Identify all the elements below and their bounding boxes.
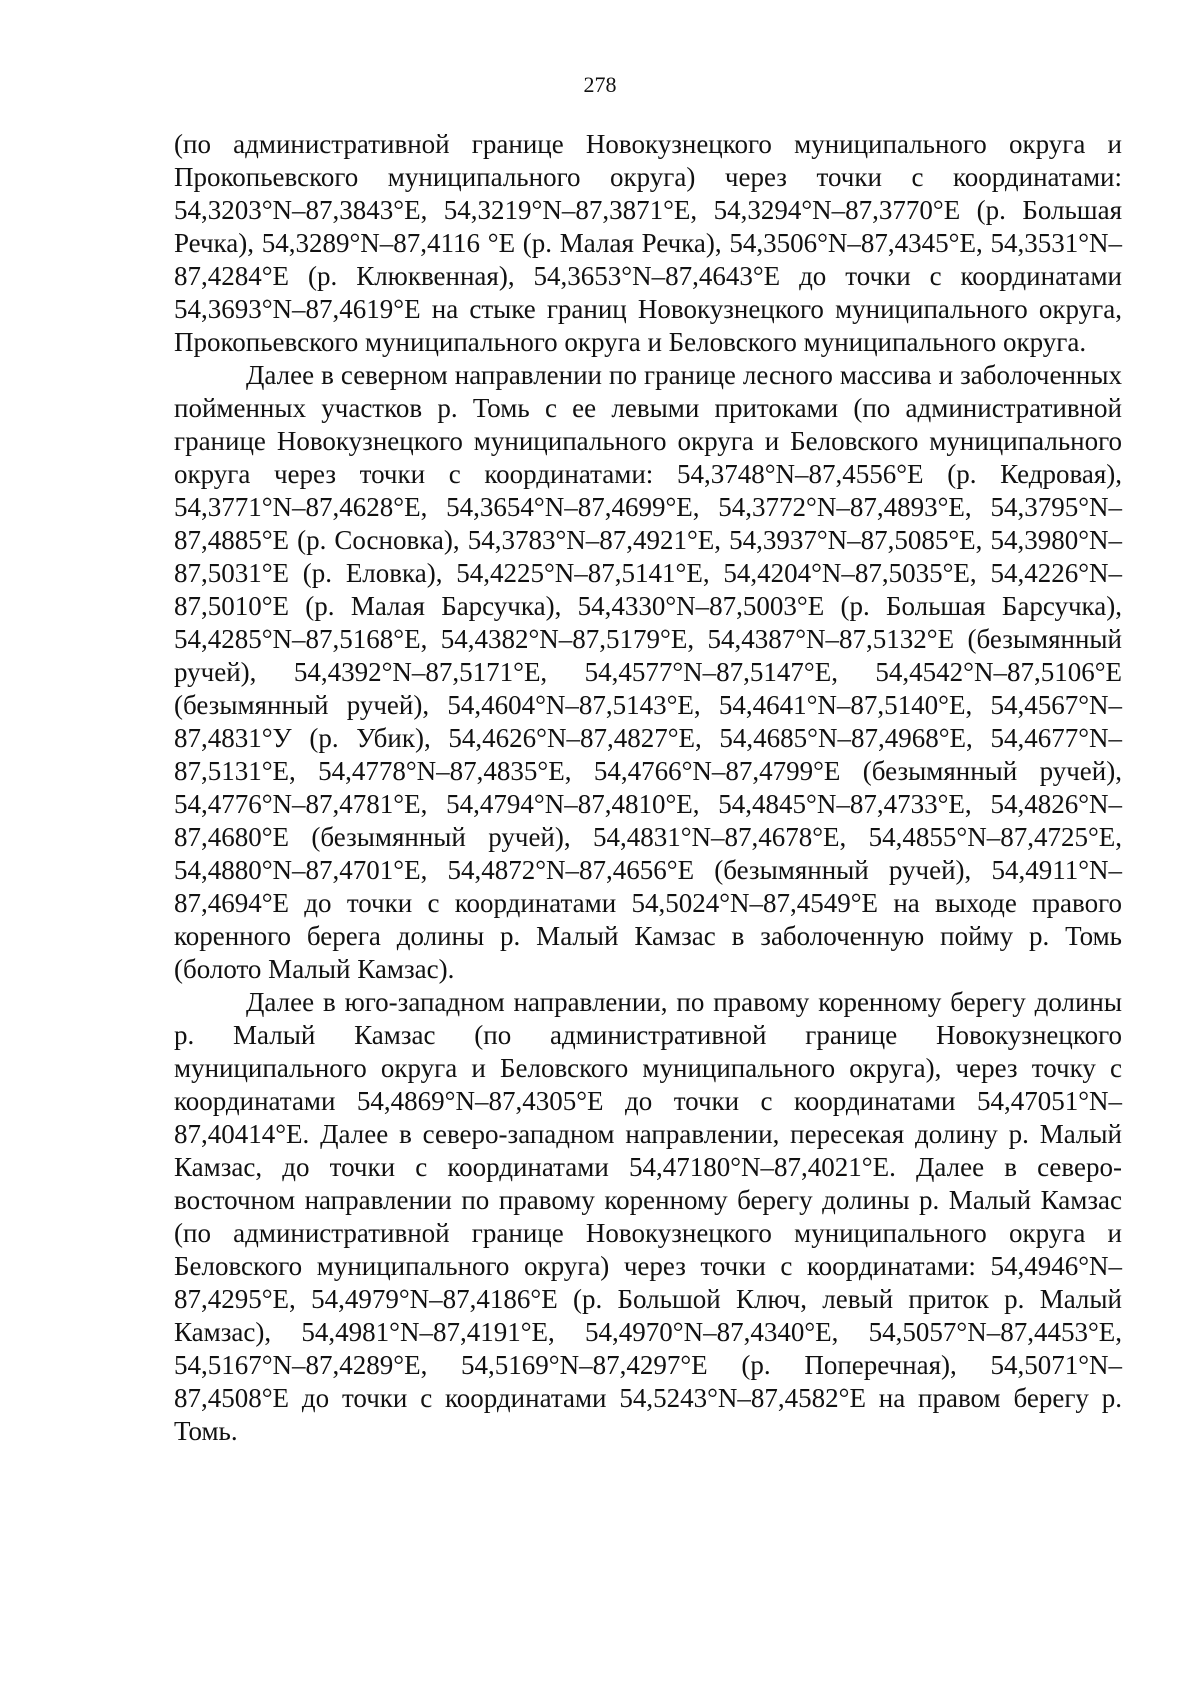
paragraph-1: (по административной границе Новокузнецкого муниципального округа и Прокопьевского муниципального округа) через точки с координатами: 54,3203°N–87,3843°E, 54,3219°N–87,3871°E, 54,3294°N–87,3770°E (р. Большая Речка), 54,3289°N–87,4116 °E (р. Малая Речка), 54,3506°N–87,4345°E, 54,3531°N–87,4284°E (р. Клюквенная), 54,3653°N–87,4643°E до точки с координатами 54,3693°N–87,4619°E на стыке границ Новокузнецкого муниципального округа, Прокопьевского муниципального округа и Беловского муниципального округа. <box>174 129 1122 357</box>
paragraph-3: Далее в юго-западном направлении, по правому коренному берегу долины р. Малый Камзас (по административной границе Новокузнецкого муниципального округа и Беловского муниципального округа), через точку с координатами 54,4869°N–87,4305°E до точки с координатами 54,47051°N–87,40414°E. Далее в северо-западном направлении, пересекая долину р. Малый Камзас, до точки с координатами 54,47180°N–87,4021°E. Далее в северо-восточном направлении по правому коренному берегу долины р. Малый Камзас (по административной границе Новокузнецкого муниципального округа и Беловского муниципального округа) через точки с координатами: 54,4946°N–87,4295°E, 54,4979°N–87,4186°E (р. Большой Ключ, левый приток р. Малый Камзас), 54,4981°N–87,4191°E, 54,4970°N–87,4340°E, 54,5057°N–87,4453°E, 54,5167°N–87,4289°E, 54,5169°N–87,4297°E (р. Поперечная), 54,5071°N–87,4508°E до точки с координатами 54,5243°N–87,4582°E на правом берегу р. Томь. <box>174 987 1122 1446</box>
document-body <box>174 128 1122 1448</box>
paragraph-2: Далее в северном направлении по границе лесного массива и заболоченных пойменных участков р. Томь с ее левыми притоками (по административной границе Новокузнецкого муниципального округа и Беловского муниципального округа через точки с координатами: 54,3748°N–87,4556°E (р. Кедровая), 54,3771°N–87,4628°E, 54,3654°N–87,4699°E, 54,3772°N–87,4893°E, 54,3795°N–87,4885°E (р. Сосновка), 54,3783°N–87,4921°E, 54,3937°N–87,5085°E, 54,3980°N–87,5031°E (р. Еловка), 54,4225°N–87,5141°E, 54,4204°N–87,5035°E, 54,4226°N–87,5010°E (р. Малая Барсучка), 54,4330°N–87,5003°E (р. Большая Барсучка), 54,4285°N–87,5168°E, 54,4382°N–87,5179°E, 54,4387°N–87,5132°E (безымянный ручей), 54,4392°N–87,5171°E, 54,4577°N–87,5147°E, 54,4542°N–87,5106°E (безымянный ручей), 54,4604°N–87,5143°E, 54,4641°N–87,5140°E, 54,4567°N–87,4831°У (р. Убик), 54,4626°N–87,4827°E, 54,4685°N–87,4968°E, 54,4677°N–87,5131°E, 54,4778°N–87,4835°E, 54,4766°N–87,4799°E (безымянный ручей), 54,4776°N–87,4781°E, 54,4794°N–87,4810°E, 54,4845°N–87,4733°E, 54,4826°N–87,4680°E (безымянный ручей), 54,4831°N–87,4678°E, 54,4855°N–87,4725°E, 54,4880°N–87,4701°E, 54,4872°N–87,4656°E (безымянный ручей), 54,4911°N–87,4694°E до точки с координатами 54,5024°N–87,4549°E на выходе правого коренного берега долины р. Малый Камзас в заболоченную пойму р. Томь (болото Малый Камзас). <box>174 360 1122 984</box>
page-number: 278 <box>583 72 617 97</box>
